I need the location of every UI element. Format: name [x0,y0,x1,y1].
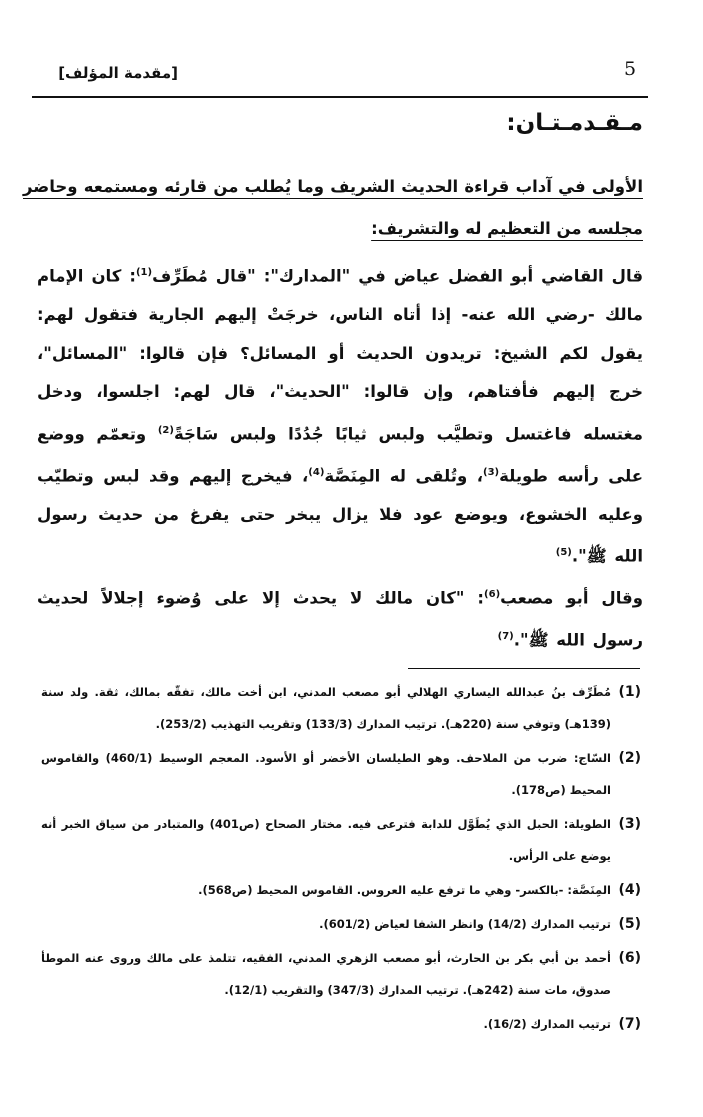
footnote-text: ترتيب المدارك (16/2). [483,1017,611,1031]
footnote-number: (3) [618,816,641,832]
footnote-number: (5) [618,916,641,932]
subheading: الأولى في آداب قراءة الحديث الشريف وما يُطلب من قارئه ومستمعه وحاضر مجلسه من التعظيم له والتشريف: [23,177,643,238]
footnote-number: (7) [618,1016,641,1032]
footnote-number: (6) [618,950,641,966]
footnote-6 [41,942,641,1006]
footnote-ref-6: (6) [484,589,501,600]
header-rule [32,96,648,98]
footnote-text: أحمد بن أبي بكر بن الحارث، أبو مصعب الزهري المدني، الفقيه، تتلمذ على مالك وروى عنه الموطأ صدوق، مات سنة (242هـ). ترتيب المدارك (347/3) والتقريب (12/1). [41,951,611,997]
footnote-text: الطويلة: الحبل الذي يُطَوَّل للدابة فترعى فيه. مختار الصحاح (ص401) والمتبادر من سياق الخبر أنه يوضع على الرأس. [41,817,611,863]
footnote-number: (4) [618,882,641,898]
footnote-number: (1) [618,684,641,700]
footnote-5 [41,908,641,940]
paragraph-1 [37,254,643,576]
footnote-ref-7: (7) [497,631,514,642]
footnote-4 [41,874,641,906]
footnote-7 [41,1008,641,1040]
footnote-ref-4: (4) [308,466,325,478]
page-number: 5 [623,58,637,80]
body-text-segment: : كان الإمام مالك -رضي الله عنه- إذا أتاه الناس، خرجَتْ إليهم الجارية فتقول لهم: يقول لكم الشيخ: تريدون الحديث أو المسائل؟ فإن قالوا: "المسائل"، خرج إليهم فأفتاهم، وإن قالوا: "الحديث"، قال لهم: اجلسوا، ودخل مغتسله فاغتسل وتطيَّب ولبس ثيابًا جُدُدًا ولبس سَاجَةً [37,266,643,443]
body-text [37,254,643,660]
section-heading: مـقـدمـتـان: [506,110,643,136]
body-text-segment: قال القاضي أبو الفضل عياض في "المدارك": "قال مُطَرِّف [152,266,643,286]
footnote-number: (2) [618,750,641,766]
footnote-ref-2: (2) [157,424,174,436]
footnote-text: ترتيب المدارك (14/2) وانظر الشفا لعياض (601/2). [319,917,611,931]
footnote-text: المِنَصَّة: -بالكسر- وهي ما ترفع عليه العروس. القاموس المحيط (ص568). [198,883,611,897]
footnote-text: مُطَرِّف بنُ عبدالله اليساري الهلالي أبو مصعب المدني، ابن أخت مالك، تفقّه بمالك، ثقة. ولد سنة (139هـ) وتوفي سنة (220هـ). ترتيب المدارك (133/3) وتقريب التهذيب (253/2). [41,685,611,731]
footnote-text: السّاج: ضرب من الملاحف. وهو الطيلسان الأخضر أو الأسود. المعجم الوسيط (460/1) والقاموس المحيط (ص178). [41,751,611,797]
paragraph-2 [37,576,643,660]
footnote-separator [408,668,640,669]
footnote-3 [41,808,641,872]
body-text-segment: وقال أبو مصعب [500,588,643,608]
body-text-segment: ، وتُلقى له المِنَصَّة [324,466,483,485]
running-head: [مقدمة المؤلف] [58,64,178,82]
footnote-1 [41,676,641,740]
footnote-ref-5: (5) [555,547,572,558]
body-text-segment: ، فيخرج إليهم وقد لبس وتطيّب وعليه الخشوع، ويوضع عود فلا يزال يبخر حتى يفرغ من حديث رسول الله ﷺ". [37,466,643,566]
footnote-ref-1: (1) [135,267,153,278]
body-text-segment: وتعمّم ووضع على رأسه طويلة [37,424,643,485]
footnote-2 [41,742,641,806]
footnotes-list [41,676,641,1042]
body-text-segment: : "كان مالك لا يحدث إلا على وُضوء إجلالاً لحديث رسول الله ﷺ". [37,588,643,650]
footnote-ref-3: (3) [482,466,500,478]
